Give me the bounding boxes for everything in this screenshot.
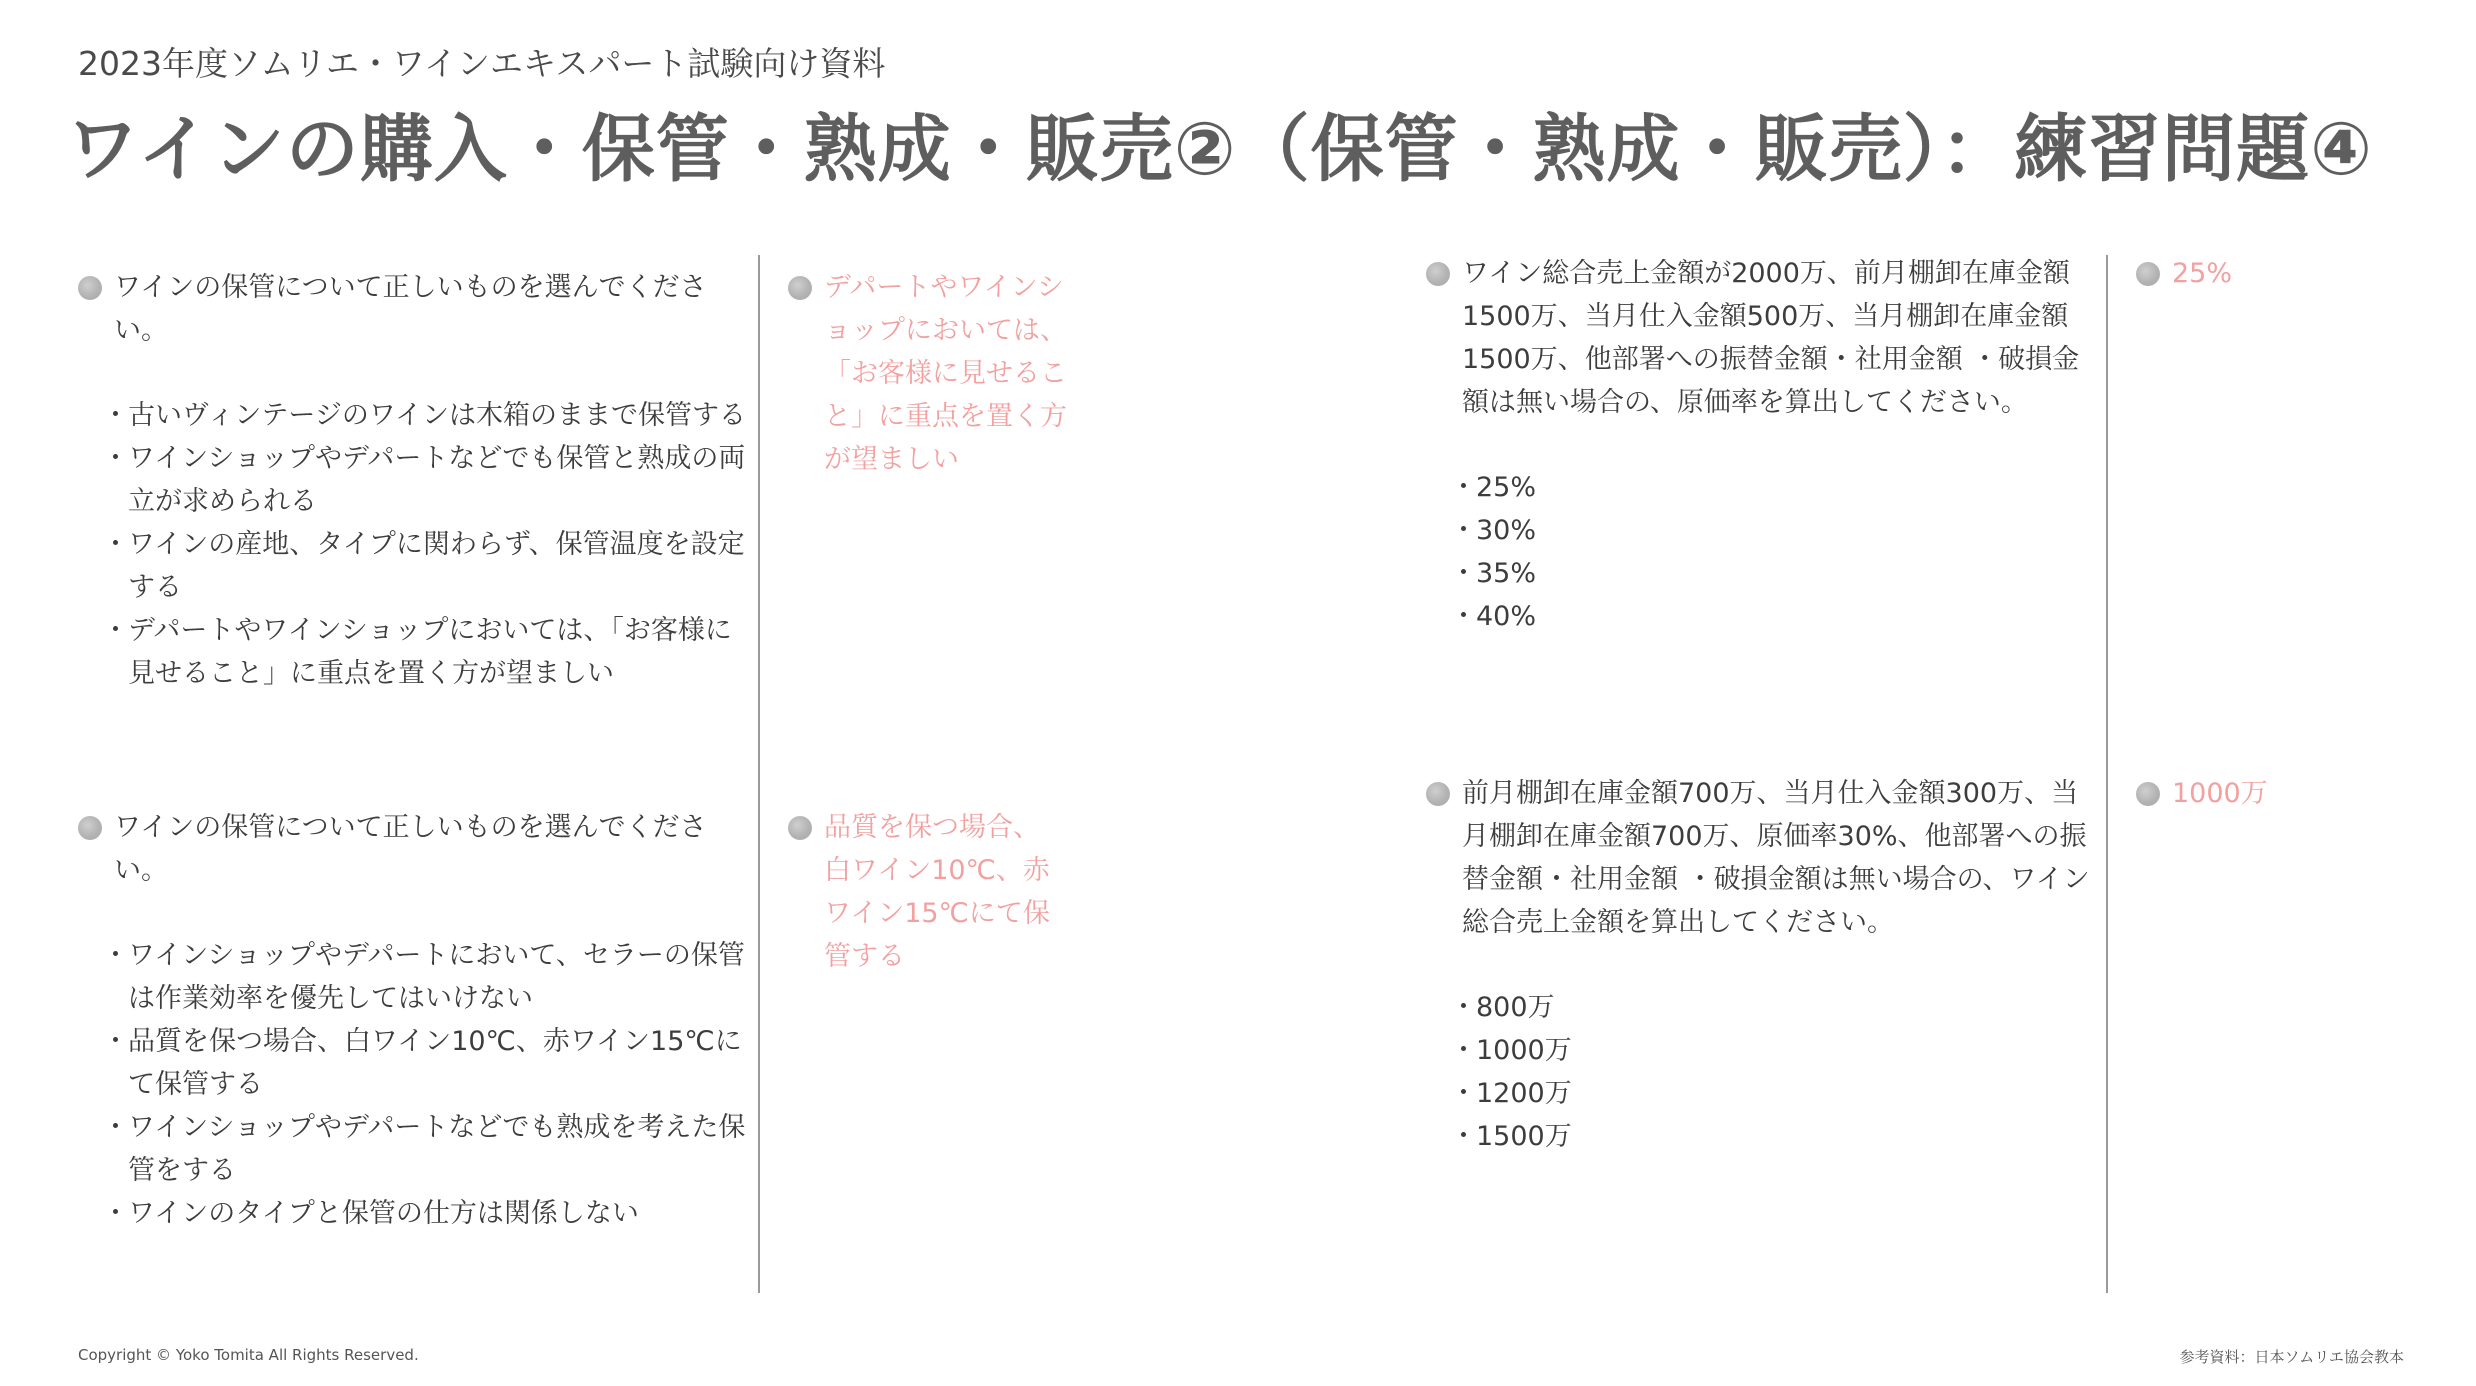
bullet-icon: ・ — [102, 1026, 129, 1057]
question-marker-icon — [78, 816, 102, 840]
bullet-icon: ・ — [102, 443, 129, 474]
bullet-icon: ・ — [1450, 1078, 1477, 1109]
list-item: ・ 25% — [1426, 466, 2098, 509]
list-item: ・ ワインショップやデパートなどでも保管と熟成の両立が求められる — [78, 437, 750, 523]
list-item: ・ 1500万 — [1426, 1115, 2098, 1158]
column-divider-left — [758, 255, 760, 1293]
bullet-icon: ・ — [102, 529, 129, 560]
bullet-icon: ・ — [1450, 515, 1477, 546]
question-1 — [78, 266, 750, 695]
list-item: ・ 40% — [1426, 595, 2098, 638]
bullet-icon: ・ — [1450, 1035, 1477, 1066]
question-marker-icon — [78, 276, 102, 300]
answer-3: 25% — [2136, 252, 2436, 295]
bullet-icon: ・ — [102, 940, 129, 971]
bullet-icon: ・ — [102, 615, 129, 646]
answer-marker-icon — [2136, 782, 2160, 806]
page-subtitle: 2023年度ソムリエ・ワインエキスパート試験向け資料 — [78, 44, 886, 83]
bullet-icon: ・ — [1450, 558, 1477, 589]
bullet-icon: ・ — [1450, 601, 1477, 632]
question-2 — [78, 806, 750, 1235]
list-item: ・ 1000万 — [1426, 1029, 2098, 1072]
question-3 — [1426, 252, 2098, 638]
question-marker-icon — [1426, 782, 1450, 806]
question-2-stem: ワインの保管について正しいものを選んでください。 — [78, 806, 750, 892]
bullet-icon: ・ — [1450, 472, 1477, 503]
list-item: ・ 品質を保つ場合、白ワイン10℃、赤ワイン15℃にて保管する — [78, 1020, 750, 1106]
answer-4: 1000万 — [2136, 772, 2436, 815]
answer-2: 品質を保つ場合、白ワイン10℃、赤ワイン15℃にて保管する — [788, 806, 1050, 978]
question-2-options — [78, 934, 750, 1235]
column-divider-right — [2106, 255, 2108, 1293]
reference-text: 参考資料：日本ソムリエ協会教本 — [2179, 1348, 2404, 1366]
list-item: ・ 800万 — [1426, 986, 2098, 1029]
bullet-icon: ・ — [102, 1112, 129, 1143]
question-3-stem: ワイン総合売上金額が2000万、前月棚卸在庫金額1500万、当月仕入金額500万、当月棚卸在庫金額1500万、他部署への振替金額・社用金額 ・破損金額は無い場合の、原価率を算出してください。 — [1426, 252, 2098, 424]
answer-marker-icon — [788, 816, 812, 840]
list-item: ・ 古いヴィンテージのワインは木箱のままで保管する — [78, 394, 750, 437]
copyright-text: Copyright © Yoko Tomita All Rights Reserved. — [78, 1346, 419, 1364]
list-item: ・ ワインショップやデパートにおいて、セラーの保管は作業効率を優先してはいけない — [78, 934, 750, 1020]
list-item: ・ ワインのタイプと保管の仕方は関係しない — [78, 1192, 750, 1235]
answer-1: デパートやワインショップにおいては、「お客様に見せること」に重点を置く方が望ましい — [788, 266, 1070, 481]
list-item: ・ 1200万 — [1426, 1072, 2098, 1115]
bullet-icon: ・ — [1450, 992, 1477, 1023]
list-item: ・ デパートやワインショップにおいては、「お客様に見せること」に重点を置く方が望ましい — [78, 609, 750, 695]
list-item: ・ ワインショップやデパートなどでも熟成を考えた保管をする — [78, 1106, 750, 1192]
question-marker-icon — [1426, 262, 1450, 286]
answer-marker-icon — [788, 276, 812, 300]
list-item: ・ 30% — [1426, 509, 2098, 552]
bullet-icon: ・ — [102, 1198, 129, 1229]
question-4-stem: 前月棚卸在庫金額700万、当月仕入金額300万、当月棚卸在庫金額700万、原価率30%、他部署への振替金額・社用金額 ・破損金額は無い場合の、ワイン総合売上金額を算出してください。 — [1426, 772, 2098, 944]
question-4 — [1426, 772, 2098, 1158]
question-1-stem: ワインの保管について正しいものを選んでください。 — [78, 266, 750, 352]
question-1-options — [78, 394, 750, 695]
answer-marker-icon — [2136, 262, 2160, 286]
list-item: ・ ワインの産地、タイプに関わらず、保管温度を設定する — [78, 523, 750, 609]
question-3-options — [1426, 466, 2098, 638]
bullet-icon: ・ — [1450, 1121, 1477, 1152]
page-title: ワインの購入・保管・熟成・販売②（保管・熟成・販売）：練習問題④ — [66, 107, 2373, 192]
list-item: ・ 35% — [1426, 552, 2098, 595]
bullet-icon: ・ — [102, 400, 129, 431]
question-4-options — [1426, 986, 2098, 1158]
